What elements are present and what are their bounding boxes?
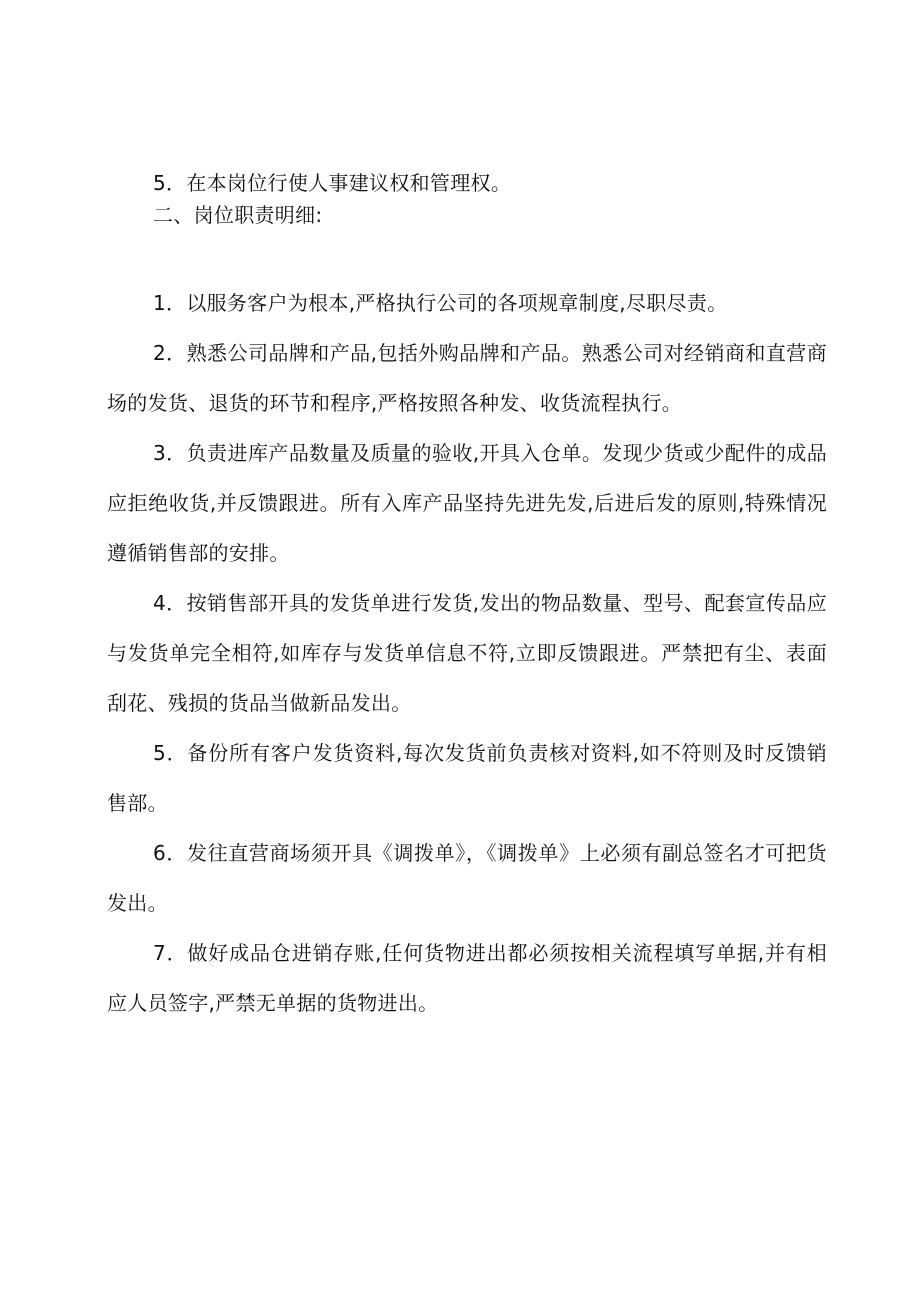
duty-item-2: 2．熟悉公司品牌和产品,包括外购品牌和产品。熟悉公司对经销商和直营商场的发货、退货的环节和程序,严格按照各种发、收货流程执行。 [107, 341, 827, 415]
item-5-authority: 5．在本岗位行使人事建议权和管理权。 [153, 171, 512, 195]
duty-item-4: 4．按销售部开具的发货单进行发货,发出的物品数量、型号、配套宣传品应与发货单完全相符,如库存与发货单信息不符,立即反馈跟进。严禁把有尘、表面刮花、残损的货品当做新品发出。 [107, 591, 827, 715]
duty-item-5: 5．备份所有客户发货资料,每次发货前负责核对资料,如不符则及时反馈销售部。 [107, 741, 827, 815]
duty-item-6: 6．发往直营商场须开具《调拨单》，《调拨单》上必须有副总签名才可把货发出。 [107, 841, 827, 915]
section-heading: 二、岗位职责明细: [153, 203, 323, 227]
duty-item-1: 1．以服务客户为根本,严格执行公司的各项规章制度,尽职尽责。 [153, 291, 728, 315]
duty-item-3: 3．负责进库产品数量及质量的验收,开具入仓单。发现少货或少配件的成品应拒绝收货,并反馈跟进。所有入库产品坚持先进先发,后进后发的原则,特殊情况遵循销售部的安排。 [107, 441, 827, 565]
duty-item-7: 7．做好成品仓进销存账,任何货物进出都必须按相关流程填写单据,并有相应人员签字,严禁无单据的货物进出。 [107, 941, 827, 1015]
